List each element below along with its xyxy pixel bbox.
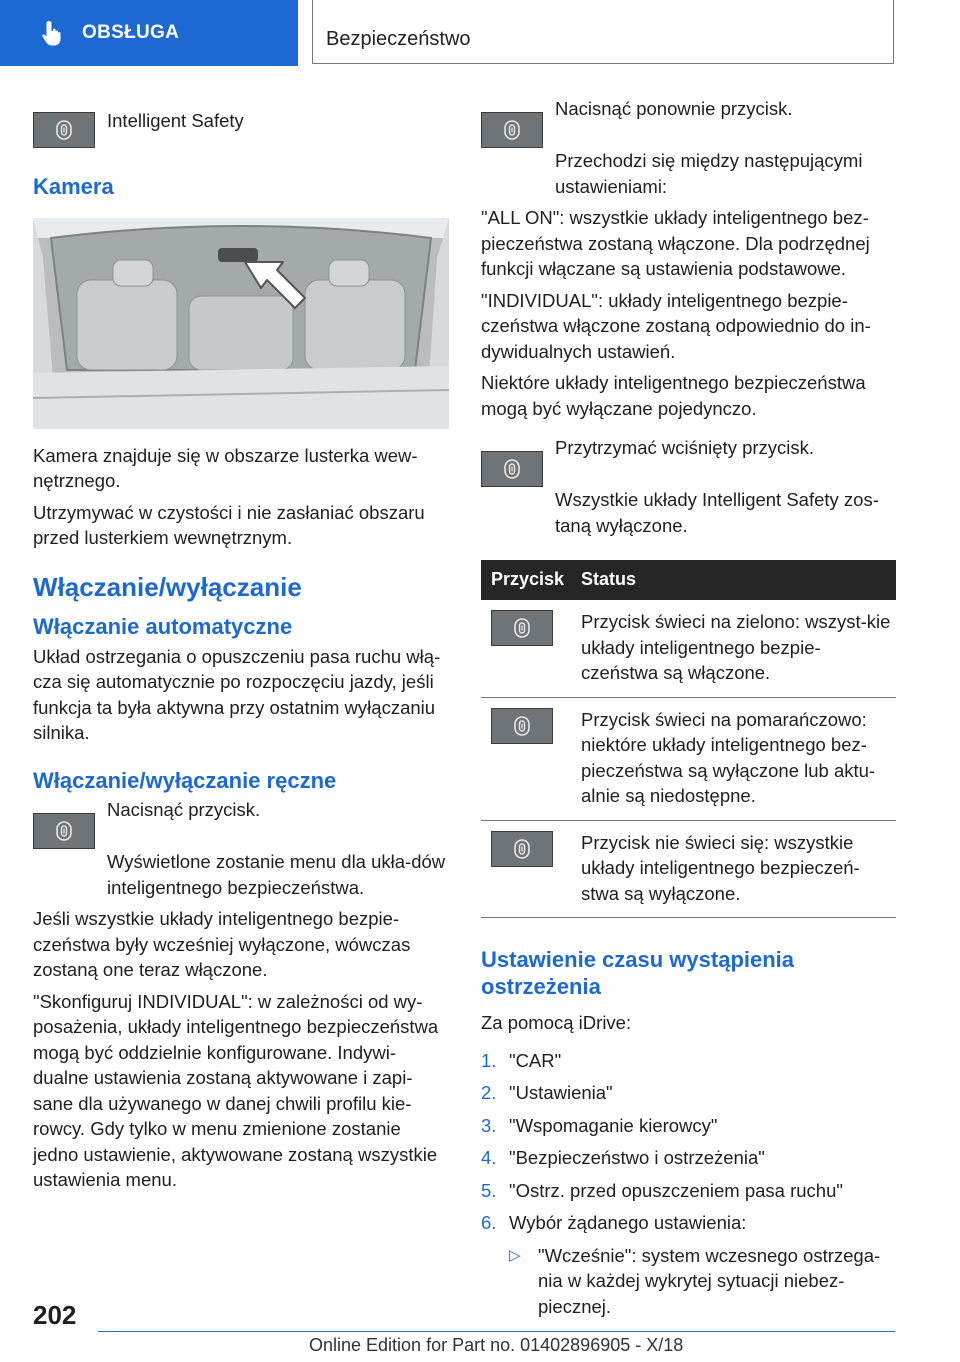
sub-item bbox=[509, 1243, 896, 1320]
list-item bbox=[481, 1210, 896, 1236]
camera-photo bbox=[33, 218, 449, 429]
step-text: "Ostrz. przed opuszczeniem pasa ruchu" bbox=[509, 1179, 843, 1201]
camera-p2: Utrzymywać w czystości i nie zasłaniać obszaru przed lusterkiem wewnętrznym. bbox=[33, 501, 425, 548]
press-again-p1: Przechodzi się między następującymi ustawieniami: bbox=[555, 150, 863, 197]
intelligent-safety-button-icon bbox=[33, 112, 95, 148]
left-column bbox=[33, 96, 449, 1199]
step-number: 3. bbox=[481, 1114, 497, 1136]
step-number: 6. bbox=[481, 1212, 497, 1233]
hold-row bbox=[481, 435, 896, 487]
press-again: Nacisnąć ponownie przycisk. bbox=[555, 98, 793, 119]
page-header bbox=[0, 0, 960, 66]
all-on: "ALL ON": wszystkie układy inteligentnego bez-pieczeństwa zostaną włączone. Dla podrzędnej funkcji włączane są ustawienia podstawowe. bbox=[481, 207, 870, 279]
some-off: Niektóre układy inteligentnego bezpieczeństwa mogą być wyłączane pojedynczo. bbox=[481, 372, 866, 419]
hold-p: Wszystkie układy Intelligent Safety zos-taną wyłączone. bbox=[555, 489, 879, 536]
intelligent-safety-button-icon bbox=[481, 112, 543, 148]
intelligent-safety-button-icon bbox=[491, 831, 553, 867]
manual-p2: Jeśli wszystkie układy inteligentnego bezpie-czeństwa były wcześniej wyłączone, wówczas zostaną one teraz włączone. bbox=[33, 908, 411, 980]
camera-heading: Kamera bbox=[33, 174, 114, 199]
intelligent-safety-button-icon bbox=[481, 451, 543, 487]
footer-divider bbox=[98, 1331, 895, 1332]
table-cell-button bbox=[481, 820, 581, 918]
status-table-header bbox=[481, 560, 896, 600]
press-again-text-wrap bbox=[555, 96, 793, 148]
footer-edition: Online Edition for Part no. 01402896905 - X/18 bbox=[309, 1335, 684, 1355]
steps-list bbox=[481, 1048, 896, 1236]
chapter-title: Bezpieczeństwo bbox=[326, 28, 471, 50]
press-again-row bbox=[481, 96, 896, 148]
list-item bbox=[481, 1113, 896, 1139]
intro-row bbox=[33, 96, 449, 148]
hold: Przytrzymać wciśnięty przycisk. bbox=[555, 437, 815, 458]
step-text: "Bezpieczeństwo i ostrzeżenia" bbox=[509, 1147, 765, 1168]
section-title: OBSŁUGA bbox=[82, 22, 180, 43]
table-cell-status: Przycisk świeci na zielono: wszyst-kie układy inteligentnego bezpie-czeństwa są włączone. bbox=[581, 600, 896, 697]
table-row bbox=[481, 600, 896, 697]
table-row bbox=[481, 697, 896, 820]
step-number: 5. bbox=[481, 1179, 497, 1201]
col-status-header: Status bbox=[581, 560, 896, 600]
table-cell-button bbox=[481, 600, 581, 697]
intelligent-safety-button-icon bbox=[491, 610, 553, 646]
auto-paragraph: Układ ostrzegania o opuszczeniu pasa ruchu włą-cza się automatycznie po rozpoczęciu jazdy, jeśli funkcja ta była aktywna przy ostatnim wyłączaniu silnika. bbox=[33, 645, 441, 743]
table-row bbox=[481, 820, 896, 918]
manual-heading: Włączanie/wyłączanie ręczne bbox=[33, 767, 337, 793]
hold-p-wrap bbox=[555, 487, 896, 538]
auto-heading: Włączanie automatyczne bbox=[33, 614, 293, 639]
timing-heading: Ustawienie czasu wystąpienia ostrzeżenia bbox=[481, 947, 795, 999]
step-text: "CAR" bbox=[509, 1049, 562, 1071]
intro-label: Intelligent Safety bbox=[107, 110, 244, 131]
list-item bbox=[481, 1080, 896, 1106]
col-button-header: Przycisk bbox=[481, 560, 581, 600]
list-item bbox=[481, 1178, 896, 1204]
manual-p3: "Skonfiguruj INDIVIDUAL": w zależności od wy-posażenia, układy inteligentnego bezpieczeństwa mogą być oddzielnie konfigurowane. Indywi-dualne ustawienia zostaną aktywowane i zapi-sane dla używanego w danej chwili profilu kie-rowcy. Gdy tylko w menu zmienione zostanie jedno ustawienie, aktywowane zostaną wszystkie ustawienia menu. bbox=[33, 990, 439, 1190]
individual: "INDIVIDUAL": układy inteligentnego bezpie-czeństwa włączone zostaną odpowiednio do in-dywidualnych ustawień. bbox=[481, 289, 871, 362]
list-item bbox=[481, 1048, 896, 1074]
manual-p1: Wyświetlone zostanie menu dla ukła-dów inteligentnego bezpieczeństwa. bbox=[107, 851, 446, 898]
manual-step bbox=[107, 797, 260, 849]
manual-step-text: Nacisnąć przycisk. bbox=[107, 799, 261, 820]
via-idrive: Za pomocą iDrive: bbox=[481, 1012, 632, 1033]
status-table bbox=[481, 560, 896, 918]
right-column bbox=[481, 96, 896, 1319]
chapter-box bbox=[312, 0, 894, 64]
step-text: "Ustawienia" bbox=[509, 1082, 613, 1103]
step-text: "Wspomaganie kierowcy" bbox=[509, 1114, 718, 1136]
step-number: 2. bbox=[481, 1082, 497, 1103]
page-number: 202 bbox=[33, 1300, 77, 1330]
camera-p1: Kamera znajduje się w obszarze lusterka wew-nętrznego. bbox=[33, 444, 418, 491]
table-cell-button bbox=[481, 697, 581, 820]
section-tab bbox=[0, 0, 298, 66]
hand-pointer-icon bbox=[38, 18, 68, 48]
sub-item-text: "Wcześnie": system wczesnego ostrzega-nia w każdej wykrytej sytuacji niebez-piecznej. bbox=[538, 1244, 881, 1317]
table-cell-status: Przycisk nie świeci się: wszystkie układy inteligentnego bezpieczeń-stwa są wyłączone. bbox=[581, 820, 896, 918]
manual-step-row bbox=[33, 797, 449, 849]
step-number: 4. bbox=[481, 1147, 497, 1168]
onoff-heading: Włączanie/wyłączanie bbox=[33, 571, 302, 602]
intelligent-safety-button-icon bbox=[33, 813, 95, 849]
list-item bbox=[481, 1145, 896, 1171]
manual-p1-start bbox=[107, 849, 449, 900]
triangle-bullet-icon: ▷ bbox=[509, 1246, 521, 1264]
table-cell-status: Przycisk świeci na pomarańczowo: niektóre układy inteligentnego bez-pieczeństwa są wyłączone lub aktu-alnie są niedostępne. bbox=[581, 697, 896, 820]
press-again-p1-wrap bbox=[555, 148, 896, 199]
intelligent-safety-button-icon bbox=[491, 708, 553, 744]
step-number: 1. bbox=[481, 1049, 497, 1071]
hold-text-wrap bbox=[555, 435, 814, 487]
step-text: Wybór żądanego ustawienia: bbox=[509, 1212, 747, 1233]
